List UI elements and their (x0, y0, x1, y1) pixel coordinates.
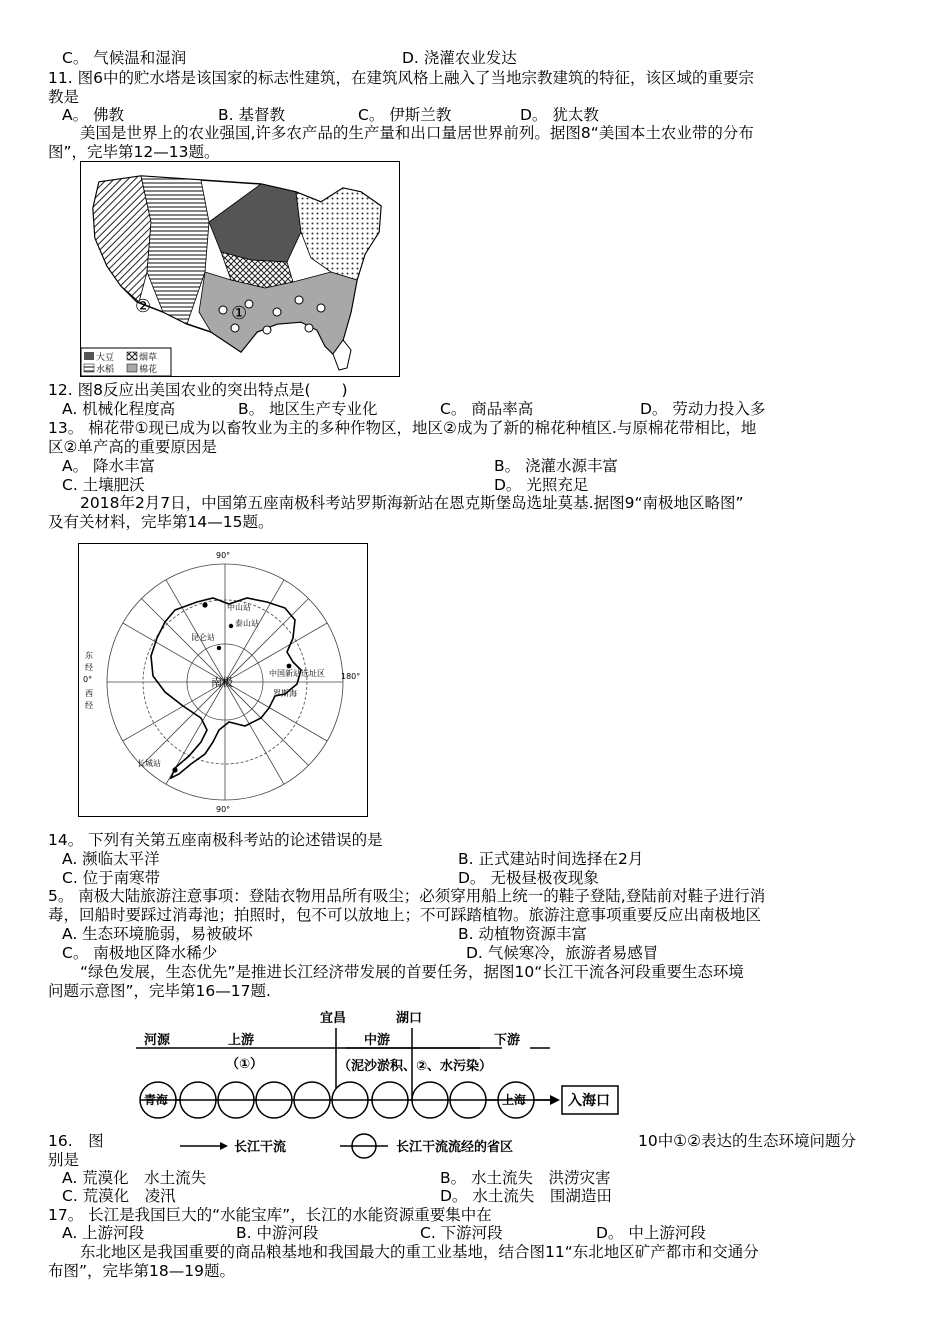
mid-lower-issues-label: （泥沙淤积、②、水污染） (338, 1059, 493, 1074)
q13-stem-cont: 区②单产高的重要原因是 (48, 438, 217, 456)
q16-option-c: C. 荒漠化 凌汛 (62, 1187, 176, 1205)
q10-option-d: D. 浇灌农业发达 (402, 49, 517, 67)
q16-option-b: B。 水土流失 洪涝灾害 (440, 1169, 611, 1187)
q12-option-a: A. 机械化程度高 (62, 400, 176, 418)
q13-option-a: A。 降水丰富 (62, 457, 156, 475)
source-label: 河源 (144, 1033, 171, 1048)
q13-option-d: D。 光照充足 (494, 476, 589, 494)
legend-tobacco: 烟草 (139, 353, 158, 363)
figure-10-yangtze-diagram (120, 1004, 680, 1166)
q11-option-a: A。 佛教 (62, 106, 125, 124)
intro-northeast-cont: 布图”，完毕第18—19题。 (48, 1262, 235, 1280)
q14-stem: 14。 下列有关第五座南极科考站的论述错误的是 (48, 831, 383, 849)
intro-antarctic-cont: 及有关材料，完毕第14—15题。 (48, 513, 274, 531)
estuary-label: 入海口 (568, 1093, 610, 1109)
q15-stem: 5。 南极大陆旅游注意事项：登陆衣物用品所有吸尘；必须穿用船上统一的鞋子登陆,登陆前对鞋子进行消 (48, 887, 766, 905)
taishan-station: 泰山站 (235, 619, 259, 628)
q16-stem-cont: 别是 (48, 1151, 80, 1169)
q13-option-b: B。 浇灌水源丰富 (494, 457, 619, 475)
svg-text:经: 经 (85, 663, 93, 672)
south-pole-label: 南极 (211, 676, 233, 689)
lon-90-bottom: 90° (216, 805, 231, 814)
figure-9-antarctica-map (78, 543, 368, 817)
upper-reach-label: 上游 (228, 1033, 255, 1048)
q16-stem-start: 16. 图 (48, 1132, 104, 1150)
antarctica-svg (79, 544, 367, 816)
hukou-label: 湖口 (396, 1011, 423, 1026)
q11-option-b: B. 基督教 (218, 106, 285, 124)
legend-soybean: 大豆 (96, 353, 115, 363)
lon-180: 180° (341, 672, 361, 681)
q11-stem-cont: 教是 (48, 88, 80, 106)
q15-option-b: B. 动植物资源丰富 (458, 925, 587, 943)
upper-issue-label: （①） (226, 1057, 264, 1072)
q14-option-c: C. 位于南寒带 (62, 869, 161, 887)
region-1-label: ① (231, 303, 248, 324)
us-map-svg (81, 162, 399, 376)
new-station-site: 中国新站选址区 (269, 669, 325, 678)
yichang-label: 宜昌 (320, 1011, 347, 1026)
q14-option-a: A. 濒临太平洋 (62, 850, 160, 868)
svg-text:西: 西 (85, 689, 93, 698)
q17-option-c: C. 下游河段 (420, 1224, 503, 1242)
qinghai-label: 青海 (144, 1093, 169, 1107)
lower-reach-label: 下游 (494, 1033, 521, 1048)
q14-option-b: B. 正式建站时间选择在2月 (458, 850, 644, 868)
q16-option-a: A. 荒漠化 水土流失 (62, 1169, 207, 1187)
intro-yangtze: “绿色发展，生态优先”是推进长江经济带发展的首要任务，据图10“长江干流各河段重要生态环境 (80, 963, 744, 981)
q11-option-d: D。 犹太教 (520, 106, 599, 124)
intro-northeast: 东北地区是我国重要的商品粮基地和我国最大的重工业基地，结合图11“东北地区矿产都市和交通分 (80, 1243, 759, 1261)
q12-option-b: B。 地区生产专业化 (238, 400, 378, 418)
figure-8-us-agriculture-map (80, 161, 400, 377)
legend-provinces: 长江干流流经的省区 (396, 1140, 514, 1155)
q13-option-c: C. 土壤肥沃 (62, 476, 145, 494)
svg-text:经: 经 (85, 701, 93, 710)
intro-yangtze-cont: 问题示意图”，完毕第16—17题. (48, 982, 271, 1000)
q17-stem: 17。 长江是我国巨大的“水能宝库”，长江的水能资源重要集中在 (48, 1206, 492, 1224)
lon-90-top: 90° (216, 551, 231, 560)
q10-option-c: C。 气候温和湿润 (62, 49, 187, 67)
kunlun-station: 昆仑站 (191, 633, 215, 642)
q17-option-a: A. 上游河段 (62, 1224, 145, 1242)
q15-option-a: A. 生态环境脆弱，易被破坏 (62, 925, 253, 943)
intro-us-agriculture-cont: 图”，完毕第12—13题。 (48, 143, 220, 161)
region-2-label: ② (135, 296, 152, 317)
q15-stem-cont: 毒，回船时要踩过消毒池；拍照时，包不可以放地上；不可踩踏植物。旅游注意事项重要反应出南极地区 (48, 906, 762, 924)
q13-stem: 13。 棉花带①现已成为以畜牧业为主的多种作物区，地区②成为了新的棉花种植区.与原棉花带相比，地 (48, 419, 757, 437)
q14-option-d: D。 无极昼极夜现象 (458, 869, 599, 887)
q15-option-d: D. 气候寒冷，旅游者易感冒 (466, 944, 659, 962)
yangtze-svg (120, 1004, 680, 1166)
intro-antarctic: 2018年2月7日，中国第五座南极科考站罗斯海新站在恩克斯堡岛选址莫基.据图9“南极地区略图” (80, 494, 744, 512)
q11-option-c: C。 伊斯兰教 (358, 106, 452, 124)
zhongshan-station: 中山站 (227, 603, 251, 612)
q12-option-d: D。 劳动力投入多 (640, 400, 766, 418)
q11-stem: 11. 图6中的贮水塔是该国家的标志性建筑，在建筑风格上融入了当地宗教建筑的特征，该区域的重要宗 (48, 69, 754, 87)
ross-sea-label: 罗斯海 (273, 689, 297, 698)
q17-option-d: D。 中上游河段 (596, 1224, 706, 1242)
q16-option-d: D。 水土流失 围湖造田 (440, 1187, 612, 1205)
q15-option-c: C。 南极地区降水稀少 (62, 944, 218, 962)
shanghai-label: 上海 (502, 1093, 527, 1107)
svg-text:0°: 0° (83, 675, 93, 684)
q12-option-c: C。 商品率高 (440, 400, 534, 418)
q16-stem-end: 10中①②表达的生态环境问题分 (638, 1132, 857, 1150)
legend-cotton: 棉花 (139, 365, 158, 375)
q12-stem: 12. 图8反应出美国农业的突出特点是( ) (48, 381, 348, 399)
svg-text:东: 东 (85, 651, 93, 660)
legend-mainstream: 长江干流 (234, 1140, 287, 1155)
legend-rice: 水稻 (96, 365, 115, 375)
intro-us-agriculture: 美国是世界上的农业强国,许多农产品的生产量和出口量居世界前列。据图8“美国本土农业带的分布 (80, 124, 754, 142)
middle-reach-label: 中游 (364, 1033, 391, 1048)
q17-option-b: B. 中游河段 (236, 1224, 319, 1242)
meridian-0-label (83, 650, 93, 710)
great-wall-station: 长城站 (137, 759, 161, 768)
legend-box (81, 348, 171, 376)
